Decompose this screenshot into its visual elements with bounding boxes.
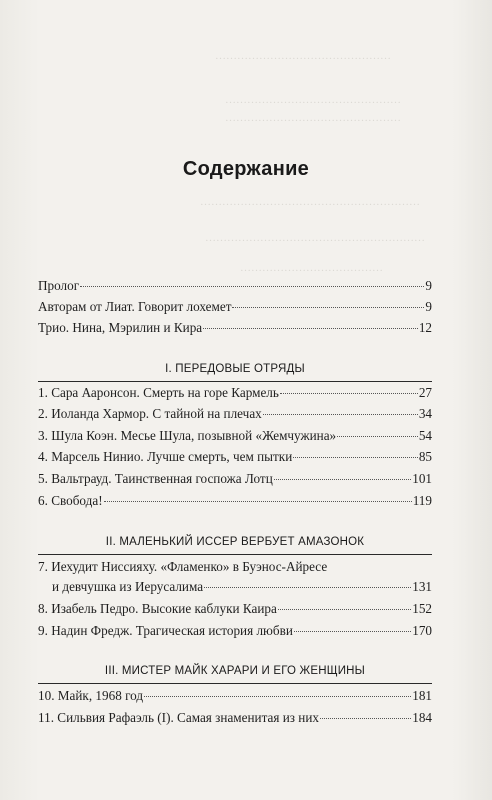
toc-entry-title: Пролог bbox=[38, 278, 80, 293]
leader-dots bbox=[263, 414, 418, 415]
leader-dots bbox=[203, 328, 418, 329]
part-heading: II. МАЛЕНЬКИЙ ИССЕР ВЕРБУЕТ АМАЗОНОК bbox=[105, 536, 365, 548]
leader-dots bbox=[232, 307, 424, 308]
toc-entry-page: 131 bbox=[412, 579, 432, 594]
toc-entry bbox=[38, 599, 432, 619]
toc-entry-title: 3. Шула Коэн. Месье Шула, позывной «Жемчужина» bbox=[38, 428, 337, 443]
leader-dots bbox=[274, 479, 411, 480]
toc-entry bbox=[38, 621, 432, 641]
show-through-text: ………………………………………… bbox=[225, 112, 401, 124]
leader-dots bbox=[293, 457, 418, 458]
toc-entry bbox=[38, 383, 432, 403]
toc-entry bbox=[38, 469, 432, 489]
part-rule bbox=[38, 683, 432, 684]
leader-dots bbox=[337, 436, 418, 437]
part-heading: III. МИСТЕР МАЙК ХАРАРИ И ЕГО ЖЕНЩИНЫ bbox=[104, 665, 366, 677]
toc-entry-page: 101 bbox=[412, 471, 432, 486]
page-title: Содержание bbox=[182, 158, 310, 180]
toc-entry-title: 6. Свобода! bbox=[38, 493, 103, 508]
toc-entry bbox=[38, 318, 432, 338]
toc-entry bbox=[38, 708, 432, 728]
leader-dots bbox=[204, 587, 411, 588]
toc-entry-page: 119 bbox=[412, 493, 432, 508]
toc-entry-page: 170 bbox=[412, 623, 432, 638]
leader-dots bbox=[80, 286, 424, 287]
toc-entry bbox=[38, 686, 432, 706]
toc-entry-page: 34 bbox=[418, 406, 432, 421]
toc-entry-page: 181 bbox=[412, 688, 432, 703]
leader-dots bbox=[278, 609, 411, 610]
toc-entry-title: 7. Иехудит Ниссияху. «Фламенко» в Буэнос-Айресе bbox=[38, 559, 328, 574]
toc-entry-page: 9 bbox=[425, 278, 432, 293]
toc-entry bbox=[38, 491, 432, 511]
toc-entry-continuation bbox=[38, 577, 432, 597]
toc-entry-title: Трио. Нина, Мэрилин и Кира bbox=[38, 320, 203, 335]
toc-entry-page: 184 bbox=[412, 710, 432, 725]
leader-dots bbox=[104, 501, 412, 502]
toc-entry-page: 27 bbox=[418, 385, 432, 400]
toc-entry-title: Авторам от Лиат. Говорит лохемет bbox=[38, 299, 232, 314]
toc-entry-page: 12 bbox=[418, 320, 432, 335]
leader-dots bbox=[280, 393, 418, 394]
leader-dots bbox=[294, 631, 411, 632]
show-through-text: ………………………………… bbox=[240, 262, 383, 274]
leader-dots bbox=[320, 718, 411, 719]
toc-entry-title-line2: и девчушка из Иерусалима bbox=[52, 579, 204, 594]
toc-entry-page: 54 bbox=[418, 428, 432, 443]
toc-entry bbox=[38, 297, 432, 317]
show-through-text: ………………………………………… bbox=[215, 50, 391, 62]
toc-entry-page: 152 bbox=[412, 601, 432, 616]
toc-entry bbox=[38, 447, 432, 467]
toc-entry-title: 11. Сильвия Рафаэль (I). Самая знаменитая из них bbox=[38, 710, 320, 725]
toc-entry-page: 9 bbox=[425, 299, 432, 314]
toc-entry bbox=[38, 276, 432, 296]
toc-entry-title: 9. Надин Фредж. Трагическая история любви bbox=[38, 623, 293, 638]
part-heading: I. ПЕРЕДОВЫЕ ОТРЯДЫ bbox=[165, 363, 305, 375]
toc-entry-page: 85 bbox=[418, 449, 432, 464]
toc-entry bbox=[38, 404, 432, 424]
show-through-text: ………………………………………… bbox=[225, 94, 401, 106]
part-rule bbox=[38, 554, 432, 555]
leader-dots bbox=[144, 696, 411, 697]
toc-entry-title: 8. Изабель Педро. Высокие каблуки Каира bbox=[38, 601, 277, 616]
toc-entry-title: 4. Марсель Нинио. Лучше смерть, чем пытки bbox=[38, 449, 293, 464]
toc-entry-title: 5. Вальтрауд. Таинственная госпожа Лотц bbox=[38, 471, 273, 486]
toc-entry-title: 10. Майк, 1968 год bbox=[38, 688, 144, 703]
toc-entry bbox=[38, 557, 432, 597]
toc-entry-title: 2. Иоланда Хармор. С тайной на плечах bbox=[38, 406, 262, 421]
toc-entry bbox=[38, 426, 432, 446]
toc-entry-title: 1. Сара Ааронсон. Смерть на горе Кармель bbox=[38, 385, 279, 400]
show-through-text: …………………………………………………… bbox=[200, 196, 420, 208]
show-through-text: …………………………………………………… bbox=[205, 232, 425, 244]
part-rule bbox=[38, 381, 432, 382]
